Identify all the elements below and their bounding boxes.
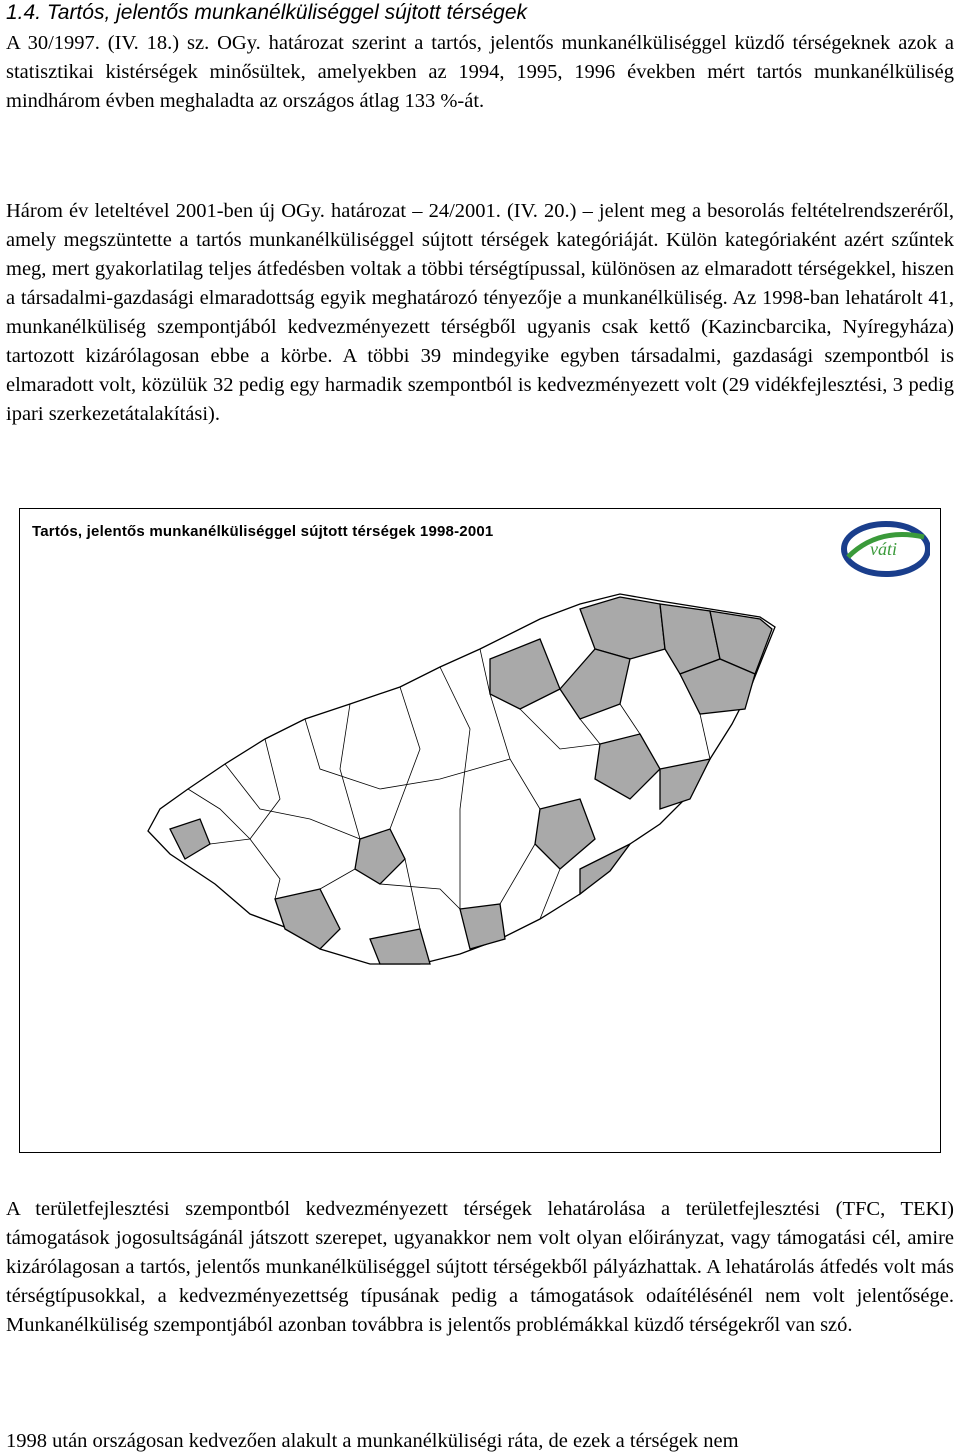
figure-title: Tartós, jelentős munkanélküliséggel sújtott térségek 1998-2001 <box>32 523 494 540</box>
map-figure <box>19 508 941 1153</box>
paragraph-3: A területfejlesztési szempontból kedvezményezett térségek lehatárolása a területfejlesztési (TFC, TEKI) támogatások jogosultságánál játszott szerepet, ugyanakkor nem volt olyan előirányzat, vagy támogatási cél, amire kizárólagosan a tartós, jelentős munkanélküliséggel sújtott térségekből pályázhattak. A lehatárolás átfedés volt más térségtípusokkal, a kedvezményezettség típusának pedig a támogatások odaítélésénél nem volt jelentősége. Munkanélküliség szempontjából azonban továbbra is jelentős problémákkal küzdő térségekről van szó. <box>6 1198 954 1336</box>
paragraph-4: 1998 után országosan kedvezően alakult a munkanélküliségi ráta, de ezek a térségek nem <box>6 1430 739 1452</box>
logo-text: váti <box>870 539 897 559</box>
paragraph-1: A 30/1997. (IV. 18.) sz. OGy. határozat szerint a tartós, jelentős munkanélküliséggel küzdő térségeknek azok a statisztikai kistérségek minősültek, amelyekben az 1994, 1995, 1996 években mért tartós munkanélküliség mindhárom évben meghaladta az országos átlag 133 %-át. <box>6 32 954 112</box>
hungary-microregion-map <box>20 509 940 1152</box>
paragraph-2: Három év leteltével 2001-ben új OGy. határozat – 24/2001. (IV. 20.) – jelent meg a besorolás feltételrendszeréről, amely megszüntette a tartós munkanélküliséggel sújtott térségek kategóriáját. Külön kategóriaként azért szűntek meg, mert gyakorlatilag teljes átfedésben voltak a többi térségtípussal, különösen az elmaradott térségekkel, hiszen a társadalmi-gazdasági elmaradottság egyik meghatározó tényezője a munkanélküliség. Az 1998-ban lehatárolt 41, munkanélküliség szempontjából kedvezményezett térségből ugyanis csak kettő (Kazincbarcika, Nyíregyháza) tartozott kizárólagosan ebbe a körbe. A többi 39 mindegyike egyben társadalmi, gazdasági szempontból is elmaradott volt, közülük 32 pedig egy harmadik szempontból is kedvezményezett volt (29 vidékfejlesztési, 3 pedig ipari szerkezetátalakítási). <box>6 200 954 425</box>
section-heading: 1.4. Tartós, jelentős munkanélküliséggel sújtott térségek <box>6 1 528 24</box>
vati-logo <box>838 517 930 579</box>
